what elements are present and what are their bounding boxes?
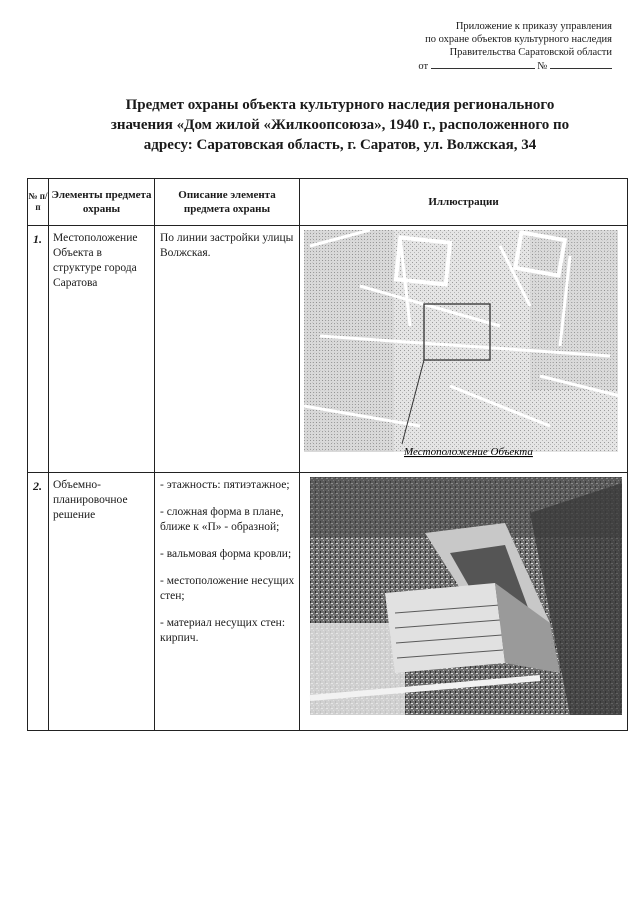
photo-main-facade [385,583,505,673]
number-label: № [537,61,548,72]
appendix-line-2: по охране объектов культурного наследия [425,34,612,45]
description-item: - материал несущих стен: кирпич. [160,617,286,644]
from-label: от [418,61,429,72]
row-number: 2. [28,473,49,731]
aerial-photo-cell [300,473,628,731]
map-caption: Местоположение Объекта [404,446,533,458]
date-blank [431,59,535,69]
row-number: 1. [28,226,49,473]
row-element: Местоположение Объекта в структуре города Саратова [49,226,155,473]
map-illustration-cell [300,226,628,473]
description-item: - этажность: пятиэтажное; [160,479,290,491]
header-illustrations: Иллюстрации [300,179,628,226]
location-map [300,226,628,472]
table-row [28,226,628,473]
number-blank [550,59,612,69]
description-item: - местоположение несущих стен; [160,575,295,602]
table-row [28,473,628,731]
header-element: Элементы предмета охраны [49,179,155,226]
appendix-line-1: Приложение к приказу управления [455,21,612,32]
map-shaded-area [530,230,618,390]
table-header-row [28,179,628,226]
appendix-header [382,20,612,73]
appendix-line-3: Правительства Саратовской области [449,47,612,58]
description-item: - сложная форма в плане, ближе к «П» - образной; [160,506,284,533]
document-title: Предмет охраны объекта культурного наследия регионального значения «Дом жилой «Жилкоопсоюза», 1940 г., расположенного по адресу: Саратовская область, г. Саратов, ул. Волжская, 34 [110,97,570,153]
row-description [155,473,300,731]
header-num: № п/п [28,179,49,226]
appendix-date-number-line [382,59,612,73]
aerial-photo [300,473,628,719]
row-description [155,226,300,473]
description-item: - вальмовая форма кровли; [160,548,292,560]
description-item: По линии застройки улицы Волжская. [160,232,294,259]
row-element: Объемно-планировочное решение [49,473,155,731]
protection-subject-table [27,178,628,731]
header-description: Описание элемента предмета охраны [155,179,300,226]
